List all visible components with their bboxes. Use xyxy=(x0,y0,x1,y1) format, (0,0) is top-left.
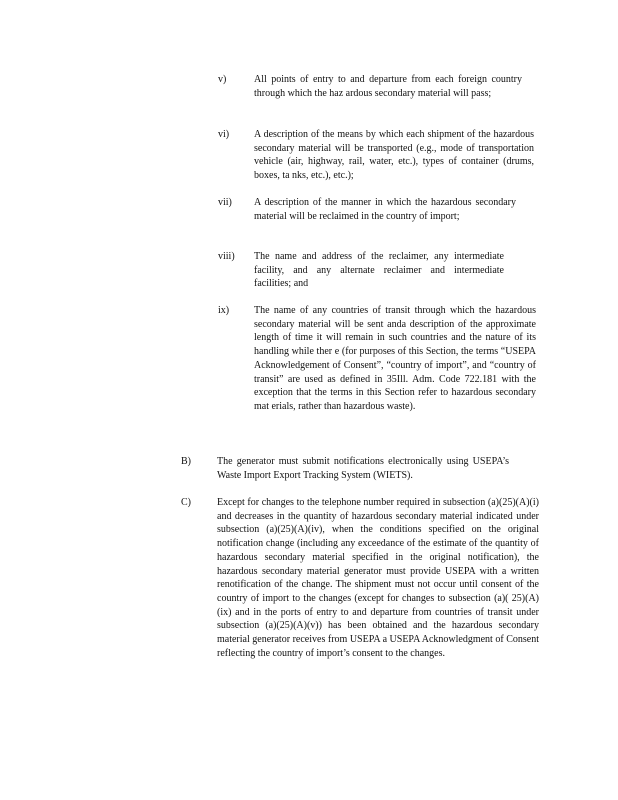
item-text: A description of the means by which each shipment of the hazardous secondary material will be transported (e.g., mode of transportation vehicle (air, highway, rail, water, etc.), types of container (drums, boxes, ta nks, etc.), etc.); xyxy=(254,129,534,182)
item-label: vi) xyxy=(218,129,230,140)
item-text: The name of any countries of transit through which the hazardous secondary material will be sent anda description of the approximate length of time it will remain in such countries and the nature of its handling while ther e (for purposes of this Section, the terms “USEPA Acknowledgement of Consent”, “country of import”, and “country of transit” are used as defined in 35Ill. Adm. Code 722.181 with the exception that the terms in this Section refer to hazardous secondary mat erials, rather than hazardous waste). xyxy=(254,305,536,412)
item-text: The name and address of the reclaimer, any intermediate facility, and any alternate reclaimer and intermediate facilities; and xyxy=(254,251,504,290)
item-text: Except for changes to the telephone number required in subsection (a)(25)(A)(i) and decreases in the quantity of hazardous secondary material indicated under subsection (a)(25)(A)(iv), when the conditions specified on the original notification change (including any exceedance of the estimate of the quantity of hazardous secondary material specified in the original notification), the hazardous secondary material generator must provide USEPA with a written renotification of the change. The shipment must not occur until consent of the country of import to the changes (except for changes to subsection (a)( 25)(A)(ix) and in the ports of entry to and departure from countries of transit under subsection (a)(25)(A)(v)) has been obtained and the hazardous secondary material generator receives from USEPA a USEPA Acknowledgment of Consent reflecting the country of import’s consent to the changes. xyxy=(217,497,539,659)
item-label: viii) xyxy=(218,251,235,262)
item-label: B) xyxy=(181,456,191,467)
item-label: v) xyxy=(218,74,227,85)
item-label: vii) xyxy=(218,197,232,208)
item-label: C) xyxy=(181,497,191,508)
item-text: The generator must submit notifications electronically using USEPA’s Waste Import Export Tracking System (WIETS). xyxy=(217,456,509,481)
item-text: A description of the manner in which the hazardous secondary material will be reclaimed in the country of import; xyxy=(254,197,516,222)
item-label: ix) xyxy=(218,305,230,316)
item-text: All points of entry to and departure from each foreign country through which the haz ardous secondary material will pass; xyxy=(254,74,522,99)
